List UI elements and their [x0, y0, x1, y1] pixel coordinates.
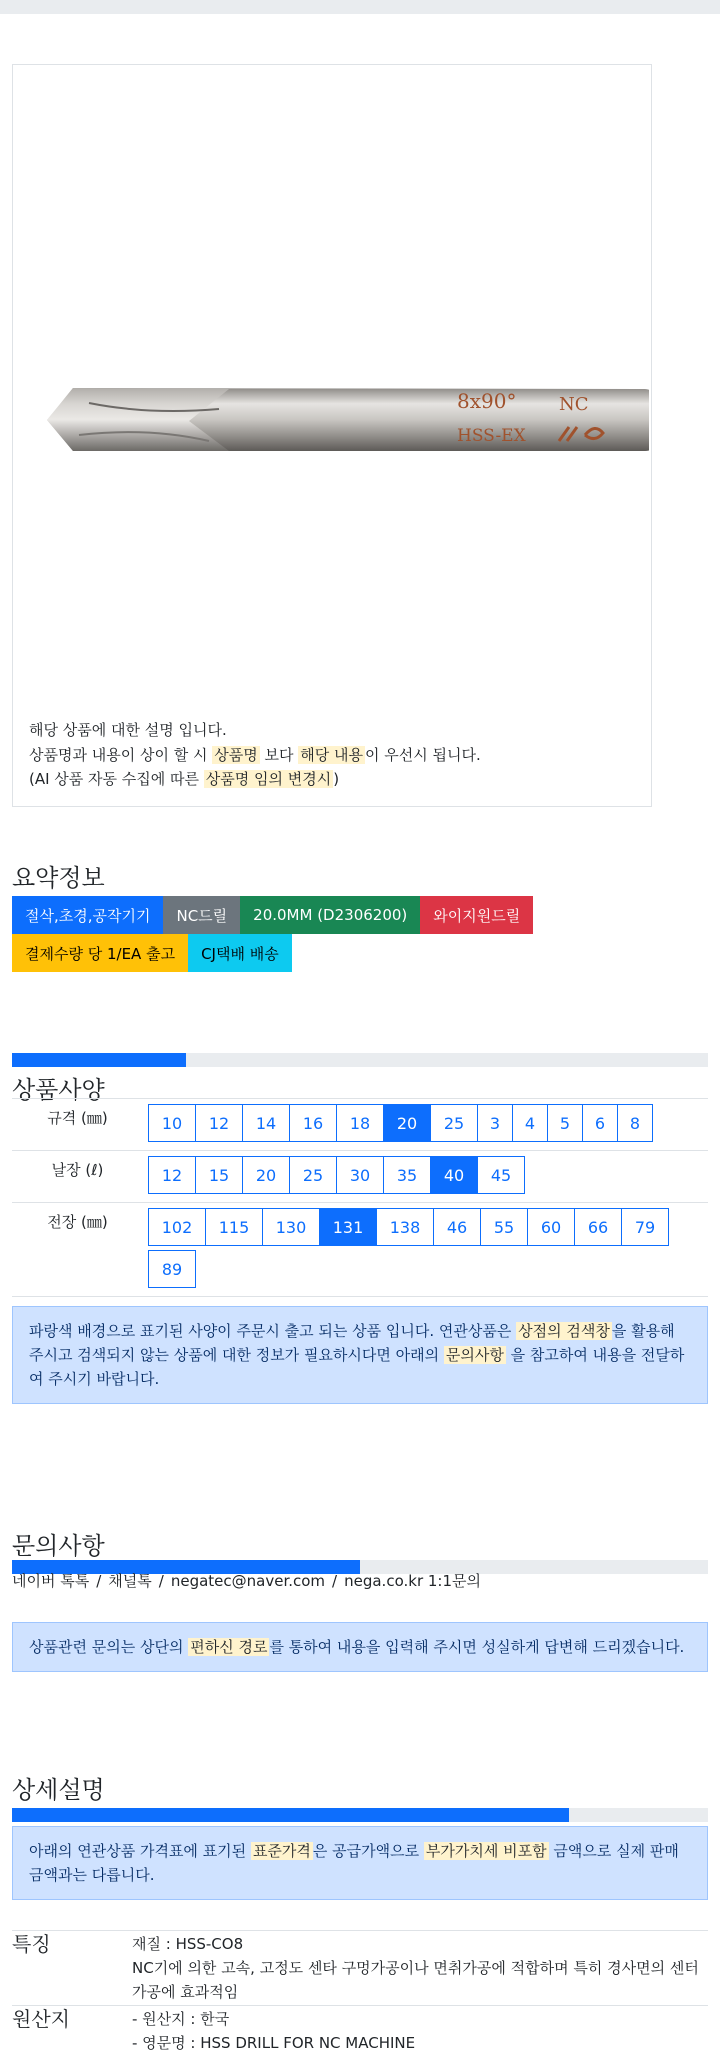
feature-line: 재질 : HSS-CO8 [132, 1932, 708, 1956]
spec-option-button[interactable]: 102 [148, 1208, 206, 1246]
feature-key: 특징 [12, 1931, 132, 2006]
product-description [29, 718, 481, 792]
spec-label: 전장 (㎜) [12, 1203, 143, 1297]
spec-option-button[interactable]: 12 [148, 1156, 196, 1194]
contact-link[interactable]: negatec@naver.com [171, 1572, 325, 1590]
spec-option-button[interactable]: 16 [289, 1104, 337, 1142]
text-segment: 상품명과 내용이 상이 할 시 [29, 746, 212, 764]
contact-separator: / [332, 1572, 337, 1590]
feature-value [132, 1931, 708, 2006]
spec-options-cell [143, 1203, 708, 1297]
contact-link[interactable]: 채널톡 [108, 1572, 151, 1590]
detail-progress-fill [12, 1808, 569, 1822]
feature-line: - 영문명 : HSS DRILL FOR NC MACHINE [132, 2031, 708, 2055]
summary-badges [12, 896, 662, 972]
spec-title: 상품사양 [12, 1070, 105, 1105]
badge-row-1 [12, 896, 662, 934]
description-line [29, 718, 481, 743]
spec-option-button[interactable]: 5 [547, 1104, 583, 1142]
highlight-text: 상점의 검색창 [516, 1322, 612, 1340]
contact-separator: / [159, 1572, 164, 1590]
spec-option-button[interactable]: 89 [148, 1250, 196, 1288]
spec-option-button[interactable]: 20 [383, 1104, 431, 1142]
highlight-text: 문의사항 [444, 1346, 506, 1364]
spec-label: 규격 (㎜) [12, 1099, 143, 1151]
spec-option-button[interactable]: 25 [289, 1156, 337, 1194]
spec-option-button[interactable]: 4 [512, 1104, 548, 1142]
feature-line: - 원산지 : 한국 [132, 2007, 708, 2031]
text-segment: 아래의 연관상품 가격표에 표기된 [29, 1842, 251, 1860]
spec-row [12, 1203, 708, 1297]
summary-badge: 절삭,초경,공작기기 [12, 896, 163, 934]
top-bar [0, 0, 720, 14]
text-segment: 금액으로 실제 판매금액과는 다릅니다. [29, 1842, 679, 1884]
spec-options-cell [143, 1099, 708, 1151]
text-segment: 보다 [260, 746, 299, 764]
detail-notice [12, 1826, 708, 1900]
spec-option-button[interactable]: 60 [527, 1208, 575, 1246]
feature-row [12, 1931, 708, 2006]
spec-label: 날장 (ℓ) [12, 1151, 143, 1203]
feature-table [12, 1930, 708, 2056]
drill-engraving-nc: NC [559, 394, 589, 415]
spec-option-button[interactable]: 12 [195, 1104, 243, 1142]
contact-links [12, 1570, 481, 1591]
contact-link[interactable]: 네이버 톡톡 [12, 1572, 89, 1590]
spec-option-button[interactable]: 18 [336, 1104, 384, 1142]
spec-option-button[interactable]: 40 [430, 1156, 478, 1194]
inquiry-title: 문의사항 [12, 1526, 105, 1561]
spec-option-button[interactable]: 3 [477, 1104, 513, 1142]
spec-option-button[interactable]: 115 [205, 1208, 263, 1246]
spec-option-button[interactable]: 30 [336, 1156, 384, 1194]
spec-option-button[interactable]: 46 [433, 1208, 481, 1246]
drill-engraving-size: 8x90° [457, 389, 516, 413]
summary-badge: 20.0MM (D2306200) [240, 896, 420, 934]
spec-option-button[interactable]: 14 [242, 1104, 290, 1142]
summary-title: 요약정보 [12, 858, 105, 893]
summary-badge: 와이지원드릴 [420, 896, 533, 934]
highlight-text: 편하신 경로 [188, 1638, 269, 1656]
inquiry-notice [12, 1622, 708, 1672]
highlight-text: 상품명 임의 변경시 [204, 770, 333, 788]
highlight-text: 해당 내용 [298, 746, 365, 764]
spec-option-button[interactable]: 130 [262, 1208, 320, 1246]
drill-engraving-material: HSS-EX [457, 426, 527, 446]
text-segment: 파랑색 배경으로 표기된 사양이 주문시 출고 되는 상품 입니다. 연관상품은 [29, 1322, 516, 1340]
feature-key: 원산지 [12, 2006, 132, 2056]
spec-notice [12, 1306, 708, 1404]
product-image-panel [12, 64, 652, 807]
spec-option-button[interactable]: 79 [621, 1208, 669, 1246]
text-segment: 을 활용해 주시고 검색되지 않는 상품에 대한 정보가 필요하시다면 아래의 [29, 1322, 675, 1364]
spec-option-button[interactable]: 45 [477, 1156, 525, 1194]
spec-option-button[interactable]: 25 [430, 1104, 478, 1142]
spec-option-button[interactable]: 131 [319, 1208, 377, 1246]
feature-row [12, 2006, 708, 2056]
drill-product-image [29, 343, 649, 483]
spec-option-button[interactable]: 15 [195, 1156, 243, 1194]
text-segment: 해당 상품에 대한 설명 입니다. [29, 721, 227, 739]
highlight-text: 표준가격 [251, 1842, 313, 1860]
contact-link[interactable]: nega.co.kr 1:1문의 [344, 1572, 481, 1590]
detail-title: 상세설명 [12, 1770, 105, 1805]
spec-progress-bar [12, 1053, 708, 1067]
spec-table [12, 1098, 708, 1297]
summary-badge: CJ택배 배송 [188, 934, 292, 972]
spec-option-button[interactable]: 35 [383, 1156, 431, 1194]
feature-line: NC기에 의한 고속, 고정도 센타 구멍가공이나 면취가공에 적합하며 특히 경사면의 센터가공에 효과적임 [132, 1956, 708, 2004]
contact-separator: / [96, 1572, 101, 1590]
spec-options [148, 1208, 708, 1292]
summary-badge: 결제수량 당 1/EA 출고 [12, 934, 188, 972]
text-segment: 상품관련 문의는 상단의 [29, 1638, 188, 1656]
detail-progress-bar [12, 1808, 708, 1822]
spec-progress-fill [12, 1053, 186, 1067]
text-segment: 를 통하여 내용을 입력해 주시면 성실하게 답변해 드리겠습니다. [269, 1638, 684, 1656]
feature-value [132, 2006, 708, 2056]
text-segment: 은 공급가액으로 [313, 1842, 424, 1860]
spec-option-button[interactable]: 8 [617, 1104, 653, 1142]
spec-options [148, 1104, 708, 1146]
badge-row-2 [12, 934, 662, 972]
spec-options-cell [143, 1151, 708, 1203]
spec-option-button[interactable]: 6 [582, 1104, 618, 1142]
spec-row [12, 1099, 708, 1151]
spec-option-button[interactable]: 55 [480, 1208, 528, 1246]
highlight-text: 부가가치세 비포함 [424, 1842, 549, 1860]
spec-option-button[interactable]: 10 [148, 1104, 196, 1142]
text-segment: ) [333, 770, 339, 788]
highlight-text: 상품명 [212, 746, 259, 764]
description-line [29, 743, 481, 768]
text-segment: 을 참고하여 내용을 전달하여 주시기 바랍니다. [29, 1346, 684, 1388]
spec-option-button[interactable]: 20 [242, 1156, 290, 1194]
spec-option-button[interactable]: 138 [376, 1208, 434, 1246]
text-segment: (AI 상품 자동 수집에 따른 [29, 770, 204, 788]
description-line [29, 767, 481, 792]
text-segment: 이 우선시 됩니다. [365, 746, 481, 764]
spec-row [12, 1151, 708, 1203]
summary-badge: NC드릴 [163, 896, 240, 934]
spec-option-button[interactable]: 66 [574, 1208, 622, 1246]
spec-options [148, 1156, 708, 1198]
